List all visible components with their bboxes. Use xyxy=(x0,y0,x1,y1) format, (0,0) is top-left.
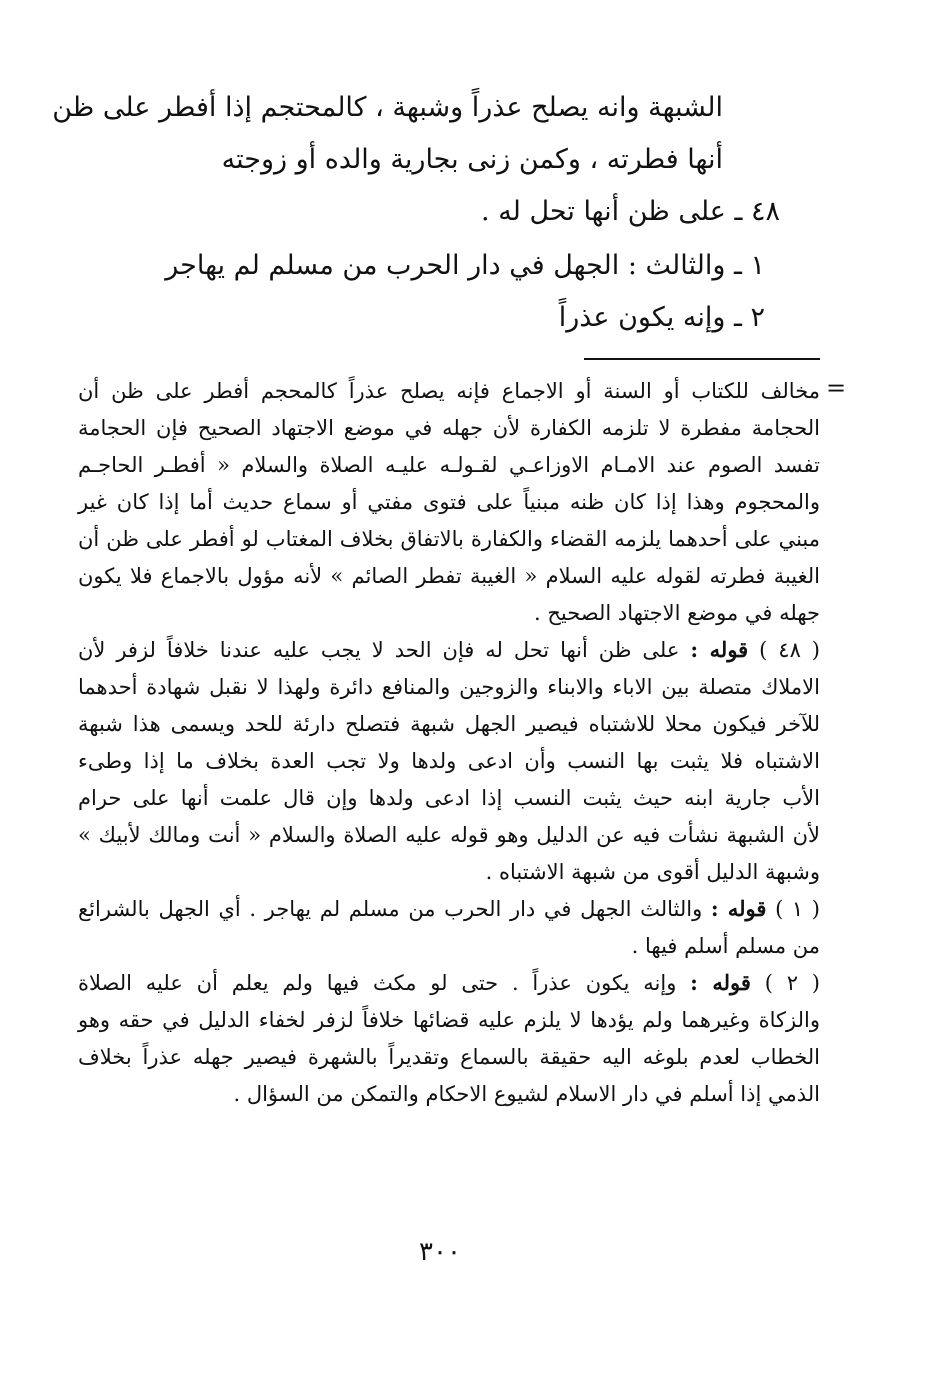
footnote-line: الحجامة مفطرة لا تلزمه الكفارة لأن جهله في موضع الاجتهاد الصحيح فإن الحجامة xyxy=(78,416,820,440)
note-2-line: الخطاب لعدم بلوغه اليه حقيقة بالسماع وتقديراً بالشهرة فيصير جهله عذراً بخلاف xyxy=(78,1045,820,1069)
page-number: ٣٠٠ xyxy=(419,1237,461,1267)
note-1-first-line xyxy=(78,893,820,925)
note-keyword: قوله : xyxy=(690,637,749,662)
note-keyword: قوله : xyxy=(690,970,751,995)
main-line-5: ٢ ـ وإنه يكون عذراً xyxy=(558,302,765,333)
footnote-line: تفسد الصوم عند الامـام الاوزاعـي لقـولـه عليـه الصلاة والسلام « أفطـر الحاجـم xyxy=(78,453,820,477)
note-text: وإنه يكون عذراً . حتى لو مكث فيها ولم يعلم أن عليه الصلاة xyxy=(78,971,677,995)
note-number: ( ١ ) xyxy=(775,897,820,921)
note-2-line: الذمي إذا أسلم في دار الاسلام لشيوع الاحكام والتمكن من السؤال . xyxy=(233,1082,820,1106)
footnote-line: جهله في موضع الاجتهاد الصحيح . xyxy=(533,601,820,625)
footnote-separator xyxy=(584,358,820,360)
note-48-line: الاملاك متصلة بين الاباء والابناء والزوجين والمنافع دائرة ولهذا لا نقبل شهادة أحدهما xyxy=(78,675,820,699)
continuation-marker: = xyxy=(826,374,847,402)
note-2-first-line xyxy=(78,967,820,999)
note-keyword: قوله : xyxy=(710,896,767,921)
main-line-3: ٤٨ ـ على ظن أنها تحل له . xyxy=(481,196,780,227)
note-48-line: الاشتباه فلا يثبت بها النسب وأن ادعى ولدها ولا تجب العدة بخلاف ما إذا وطىء xyxy=(78,749,820,773)
note-2-line: والزكاة وغيرهما ولم يؤدها لا يلزم عليه قضائها خلافاً لزفر لخفاء الدليل في حقه وهو xyxy=(78,1008,820,1032)
footnote-line: مخالف للكتاب أو السنة أو الاجماع فإنه يصلح عذراً كالمحجم أفطر على ظن أن xyxy=(78,379,820,403)
note-text: على ظن أنها تحل له فإن الحد لا يجب عليه عندنا خلافاً لزفر لأن xyxy=(78,638,680,662)
main-line-4: ١ ـ والثالث : الجهل في دار الحرب من مسلم لم يهاجر xyxy=(165,250,765,281)
note-48-line: الأب جارية ابنه حيث يثبت النسب إذا ادعى ولدها وإن قال علمت أنها على حرام xyxy=(78,786,820,810)
footnote-line: والمحجوم وهذا إذا كان ظنه مبنياً على فتوى مفتي أو سماع حديث أما إذا كان غير xyxy=(78,490,820,514)
note-48-line: لأن الشبهة نشأت فيه عن الدليل وهو قوله عليه الصلاة والسلام « أنت ومالك لأبيك » xyxy=(78,823,820,847)
note-1-line: من مسلم أسلم فيها . xyxy=(631,934,820,958)
main-line-2: أنها فطرته ، وكمن زنى بجارية والده أو زوجته xyxy=(221,144,723,175)
note-48-line: للآخر فيكون محلا للاشتباه فيصير الجهل شبهة فتصلح دارئة للحد ويسمى هذا شبهة xyxy=(78,712,820,736)
note-text: والثالث الجهل في دار الحرب من مسلم لم يهاجر . أي الجهل بالشرائع xyxy=(78,897,703,921)
note-number: ( ٢ ) xyxy=(764,971,820,995)
note-48-line: وشبهة الدليل أقوى من شبهة الاشتباه . xyxy=(485,860,820,884)
note-48-first-line xyxy=(78,634,820,666)
note-number: ( ٤٨ ) xyxy=(759,638,820,662)
footnote-line: الغيبة فطرته لقوله عليه السلام « الغيبة تفطر الصائم » لأنه مؤول بالاجماع فلا يكون xyxy=(78,564,820,588)
footnote-line: مبني على أحدهما يلزمه القضاء والكفارة بالاتفاق بخلاف المغتاب لو أفطر على ظن أن xyxy=(78,527,820,551)
main-line-1: الشبهة وانه يصلح عذراً وشبهة ، كالمحتجم إذا أفطر على ظن xyxy=(52,92,723,123)
